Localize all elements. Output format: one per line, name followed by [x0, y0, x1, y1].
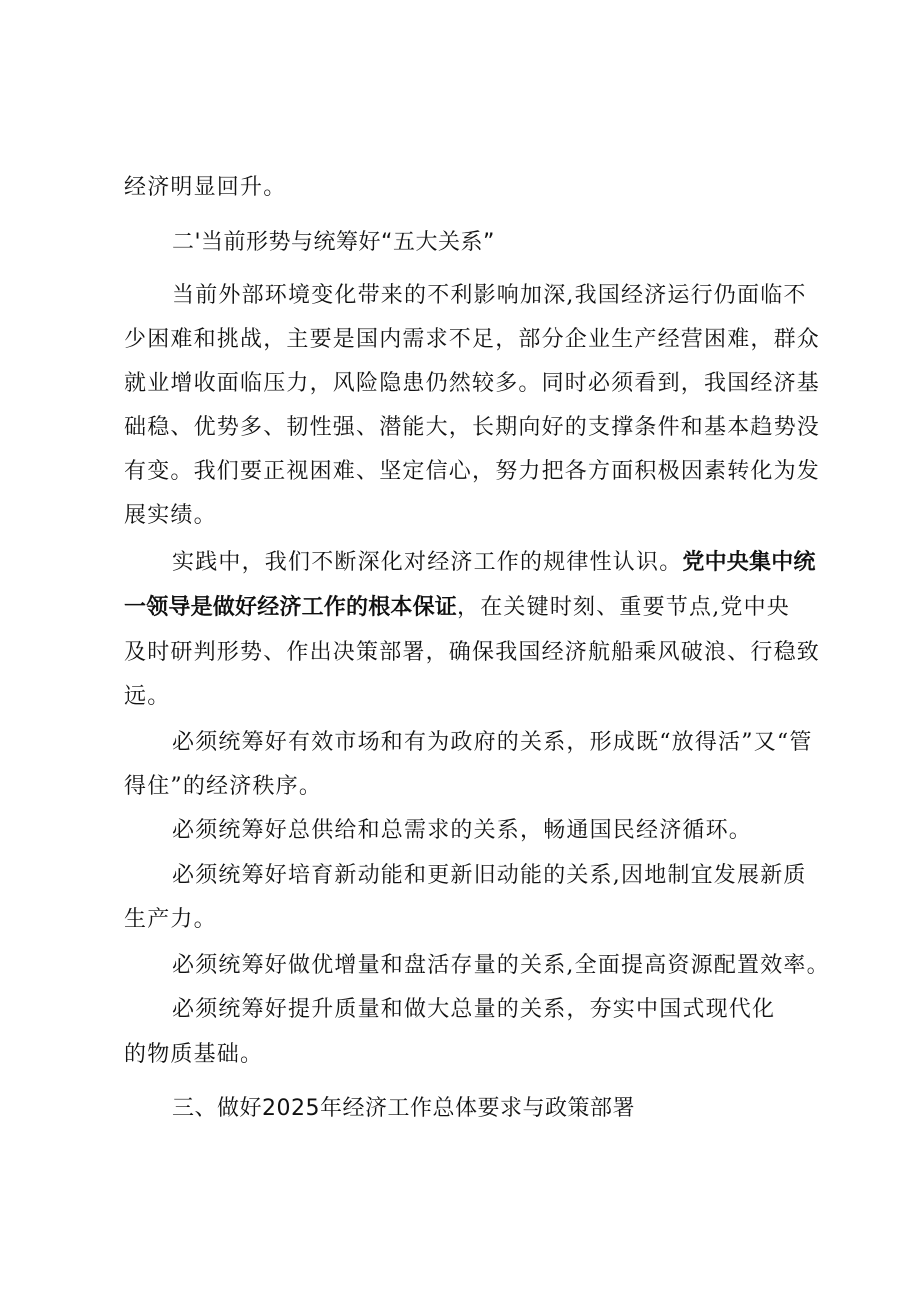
paragraph-line: [172, 549, 816, 577]
paragraph-line: 展实绩。: [124, 503, 217, 528]
paragraph-line: 必须统筹好培育新动能和更新旧动能的关系,因地制宜发展新质: [172, 863, 807, 888]
paragraph-line: 远。: [124, 684, 171, 709]
paragraph-line: [124, 594, 790, 622]
paragraph-line: 础稳、优势多、韧性强、潜能大，长期向好的支撑条件和基本趋势没: [124, 415, 821, 440]
paragraph-line: 就业增收面临压力，风险隐患仍然较多。同时必须看到，我国经济基: [124, 371, 821, 396]
paragraph-line: 生产力。: [124, 907, 217, 932]
paragraph-line: 得住”的经济秩序。: [124, 774, 323, 799]
plain-text-span: ，在关键时刻、重要节点,党中央: [457, 595, 791, 620]
paragraph-line: 经济明显回升。: [124, 175, 287, 200]
paragraph-line: 当前外部环境变化带来的不利影响加深,我国经济运行仍面临不: [172, 283, 807, 308]
paragraph-line: 必须统筹好有效市场和有为政府的关系，形成既“放得活”又“管: [172, 730, 813, 755]
paragraph-line: 必须统筹好做优增量和盘活存量的关系,全面提高资源配置效率。: [172, 953, 830, 978]
paragraph-line: 必须统筹好总供给和总需求的关系，畅通国民经济循环。: [172, 818, 753, 843]
bold-text-span: 党中央集中统: [682, 550, 816, 575]
paragraph-line: 有变。我们要正视困难、坚定信心，努力把各方面积极因素转化为发: [124, 459, 821, 484]
section-heading-2: 二'当前形势与统筹好“五大关系”: [172, 230, 495, 255]
plain-text-span: 实践中，我们不断深化对经济工作的规律性认识。: [172, 550, 683, 575]
paragraph-line: 少困难和挑战，主要是国内需求不足，部分企业生产经营困难，群众: [124, 327, 821, 352]
paragraph-line: 的物质基础。: [124, 1042, 264, 1067]
bold-text-span: 一领导是做好经济工作的根本保证: [124, 595, 458, 620]
paragraph-line: 必须统筹好提升质量和做大总量的关系，夯实中国式现代化: [172, 997, 776, 1022]
paragraph-line: 及时研判形势、作出决策部署，确保我国经济航船乘风破浪、行稳致: [124, 640, 821, 665]
section-heading-3: 三、做好2025年经济工作总体要求与政策部署: [172, 1096, 635, 1121]
